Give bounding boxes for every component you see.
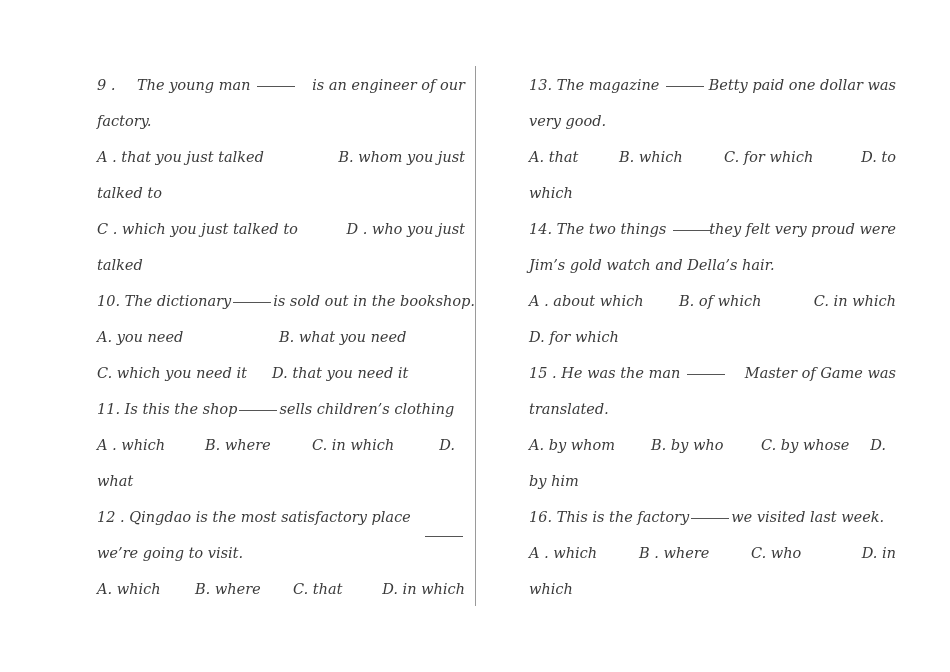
q9-stem-line1: 9 . The young man is an engineer of our xyxy=(97,78,465,94)
answer-blank xyxy=(257,85,295,87)
q12-option-c: C. that xyxy=(293,582,343,598)
q12-stem-line2: we’re going to visit. xyxy=(97,546,244,562)
answer-blank xyxy=(691,517,729,519)
q9-option-b-cont: talked to xyxy=(97,186,162,202)
q15-stem-line1: 15 . He was the man Master of Game was xyxy=(529,366,896,382)
q16-options xyxy=(529,536,896,572)
q16-option-c: C. who xyxy=(751,546,802,562)
q9-option-d-cont: talked xyxy=(97,258,143,274)
answer-blank xyxy=(239,409,277,411)
q15-options xyxy=(529,428,896,464)
answer-blank xyxy=(666,85,704,87)
q14-stem-line1: 14. The two things they felt very proud were xyxy=(529,222,896,238)
q12-option-a: A. which xyxy=(97,582,161,598)
q12-options xyxy=(97,572,465,608)
q11-option-d: D. xyxy=(439,438,455,454)
q9-option-d: D . who you just xyxy=(346,222,465,238)
q16-option-a: A . which xyxy=(529,546,598,562)
q11-option-a: A . which xyxy=(97,438,166,454)
q16-option-d: D. in xyxy=(861,546,896,562)
answer-blank xyxy=(233,301,271,303)
q15-option-d: D. xyxy=(870,438,886,454)
q12-option-b: B. where xyxy=(195,582,261,598)
q11-stem: 11. Is this the shop sells children’s clothing xyxy=(97,402,455,418)
column-divider xyxy=(475,66,476,606)
q13-option-d-cont: which xyxy=(529,186,573,202)
q9-option-a: A . that you just talked xyxy=(97,150,264,166)
q12-option-d: D. in which xyxy=(382,582,465,598)
q13-stem-line1: 13. The magazine Betty paid one dollar was xyxy=(529,78,896,94)
q11-options xyxy=(97,428,465,464)
q15-option-d-cont: by him xyxy=(529,474,579,490)
q9-option-b: B. whom you just xyxy=(338,150,465,166)
q16-option-b: B . where xyxy=(639,546,710,562)
q15-option-a: A. by whom xyxy=(529,438,616,454)
q10-option-d: D. that you need it xyxy=(272,366,409,382)
q9-stem-line2: factory. xyxy=(97,114,152,130)
right-column xyxy=(529,68,896,608)
q14-stem-line2: Jim’s gold watch and Della’s hair. xyxy=(529,258,775,274)
q10-stem: 10. The dictionary is sold out in the bookshop. xyxy=(97,294,475,310)
q10-option-b: B. what you need xyxy=(279,330,407,346)
q14-option-a: A . about which xyxy=(529,294,644,310)
q15-stem-line2: translated. xyxy=(529,402,609,418)
q14-option-d: D. for which xyxy=(529,330,619,346)
q13-option-b: B. which xyxy=(619,150,683,166)
q15-option-b: B. by who xyxy=(651,438,724,454)
q9-options-row1 xyxy=(97,140,465,176)
q10-option-a: A. you need xyxy=(97,330,184,346)
left-column xyxy=(97,68,475,608)
q11-option-c: C. in which xyxy=(312,438,395,454)
q11-option-b: B. where xyxy=(205,438,271,454)
q9-option-c: C . which you just talked to xyxy=(97,222,298,238)
q10-options-row2 xyxy=(97,356,465,392)
q12-stem-line1: 12 . Qingdao is the most satisfactory place xyxy=(97,500,465,536)
q13-stem-line2: very good. xyxy=(529,114,607,130)
q13-options xyxy=(529,140,896,176)
q10-options-row1 xyxy=(97,320,465,356)
q14-option-b: B. of which xyxy=(679,294,762,310)
q16-option-d-cont: which xyxy=(529,582,573,598)
q10-option-c: C. which you need it xyxy=(97,366,247,382)
q15-option-c: C. by whose xyxy=(761,438,850,454)
q13-option-a: A. that xyxy=(529,150,579,166)
q13-option-c: C. for which xyxy=(724,150,814,166)
q9-options-row2 xyxy=(97,212,465,248)
q13-option-d: D. to xyxy=(861,150,896,166)
q14-options xyxy=(529,284,896,320)
q16-stem: 16. This is the factory we visited last week. xyxy=(529,510,885,526)
answer-blank xyxy=(673,229,711,231)
answer-blank xyxy=(687,373,725,375)
q11-option-d-cont: what xyxy=(97,474,134,490)
q14-option-c: C. in which xyxy=(813,294,896,310)
